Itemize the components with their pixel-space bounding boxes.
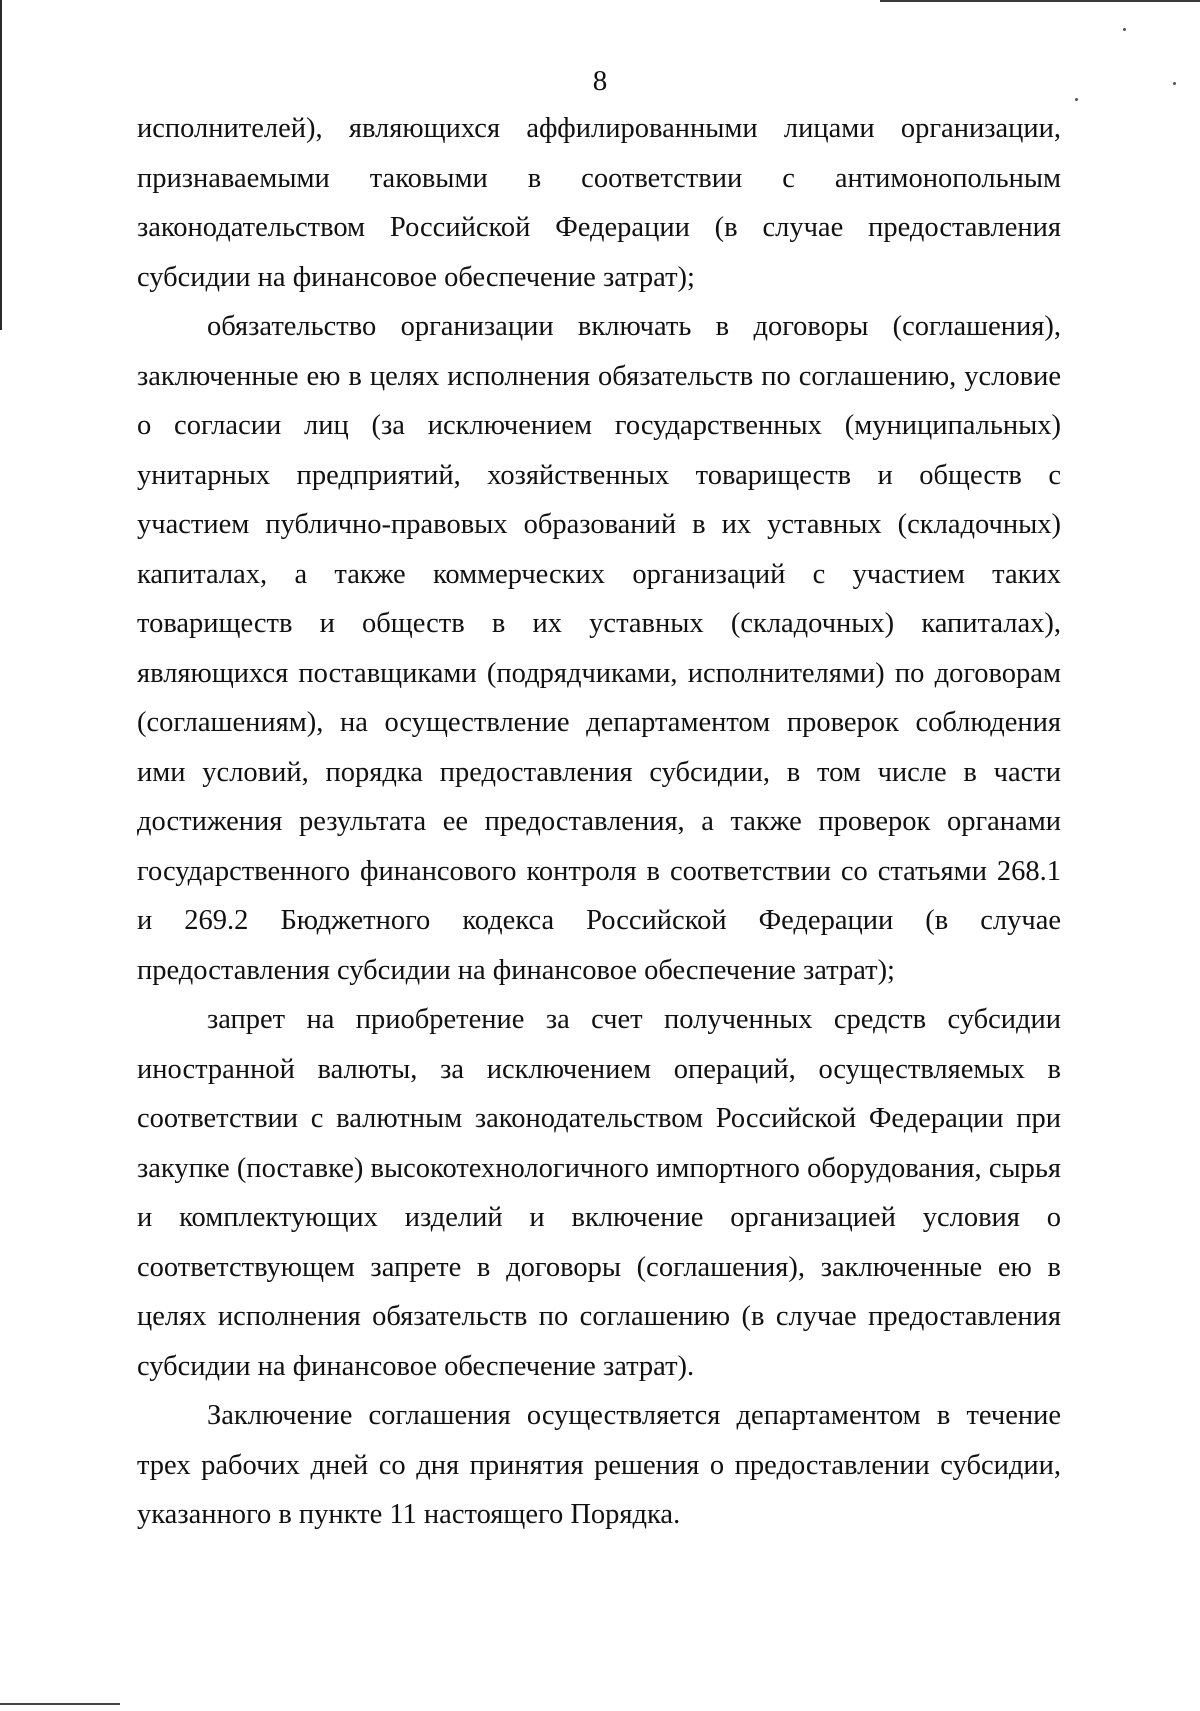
- page-number: 8: [592, 65, 608, 97]
- paragraph-4: Заключение соглашения осуществляется департаментом в течение трех рабочих дней со дня принятия решения о предоставлении субсидии, указанного в пункте 11 настоящего Порядка.: [137, 1400, 1061, 1530]
- scan-edge-bottom: [0, 1703, 120, 1705]
- paragraph-3: запрет на приобретение за счет полученных средств субсидии иностранной валюты, за исключением операций, осуществляемых в соответствии с валютным законодательством Российской Федерации при закупке (поставке) высокотехнологичного импортного оборудования, сырья и комплектующих изделий и включение организацией условия о соответствующем запрете в договоры (соглашения), заключенные ею в целях исполнения обязательств по соглашению (в случае предоставления субсидии на финансовое обеспечение затрат).: [137, 1004, 1061, 1382]
- scan-speck: [1123, 28, 1126, 31]
- paragraph-1: исполнителей), являющихся аффилированными лицами организации, признаваемыми таковыми в соответствии с антимонопольным законодательством Российской Федерации (в случае предоставления субсидии на финансовое обеспечение затрат);: [137, 113, 1061, 293]
- body-text: [137, 104, 1061, 1540]
- paragraph-2: обязательство организации включать в договоры (соглашения), заключенные ею в целях исполнения обязательств по соглашению, условие о согласии лиц (за исключением государственных (муниципальных) унитарных предприятий, хозяйственных товариществ и обществ с участием публично-правовых образований в их уставных (складочных) капиталах, а также коммерческих организаций с участием таких товариществ и обществ в их уставных (складочных) капиталах), являющихся поставщиками (подрядчиками, исполнителями) по договорам (соглашениям), на осуществление департаментом проверок соблюдения ими условий, порядка предоставления субсидии, в том числе в части достижения результата ее предоставления, а также проверок органами государственного финансового контроля в соответствии со статьями 268.1 и 269.2 Бюджетного кодекса Российской Федерации (в случае предоставления субсидии на финансовое обеспечение затрат);: [137, 311, 1061, 986]
- scan-edge-top: [880, 0, 1200, 2]
- scan-edge-left: [0, 0, 2, 330]
- scan-speck: [1075, 98, 1078, 101]
